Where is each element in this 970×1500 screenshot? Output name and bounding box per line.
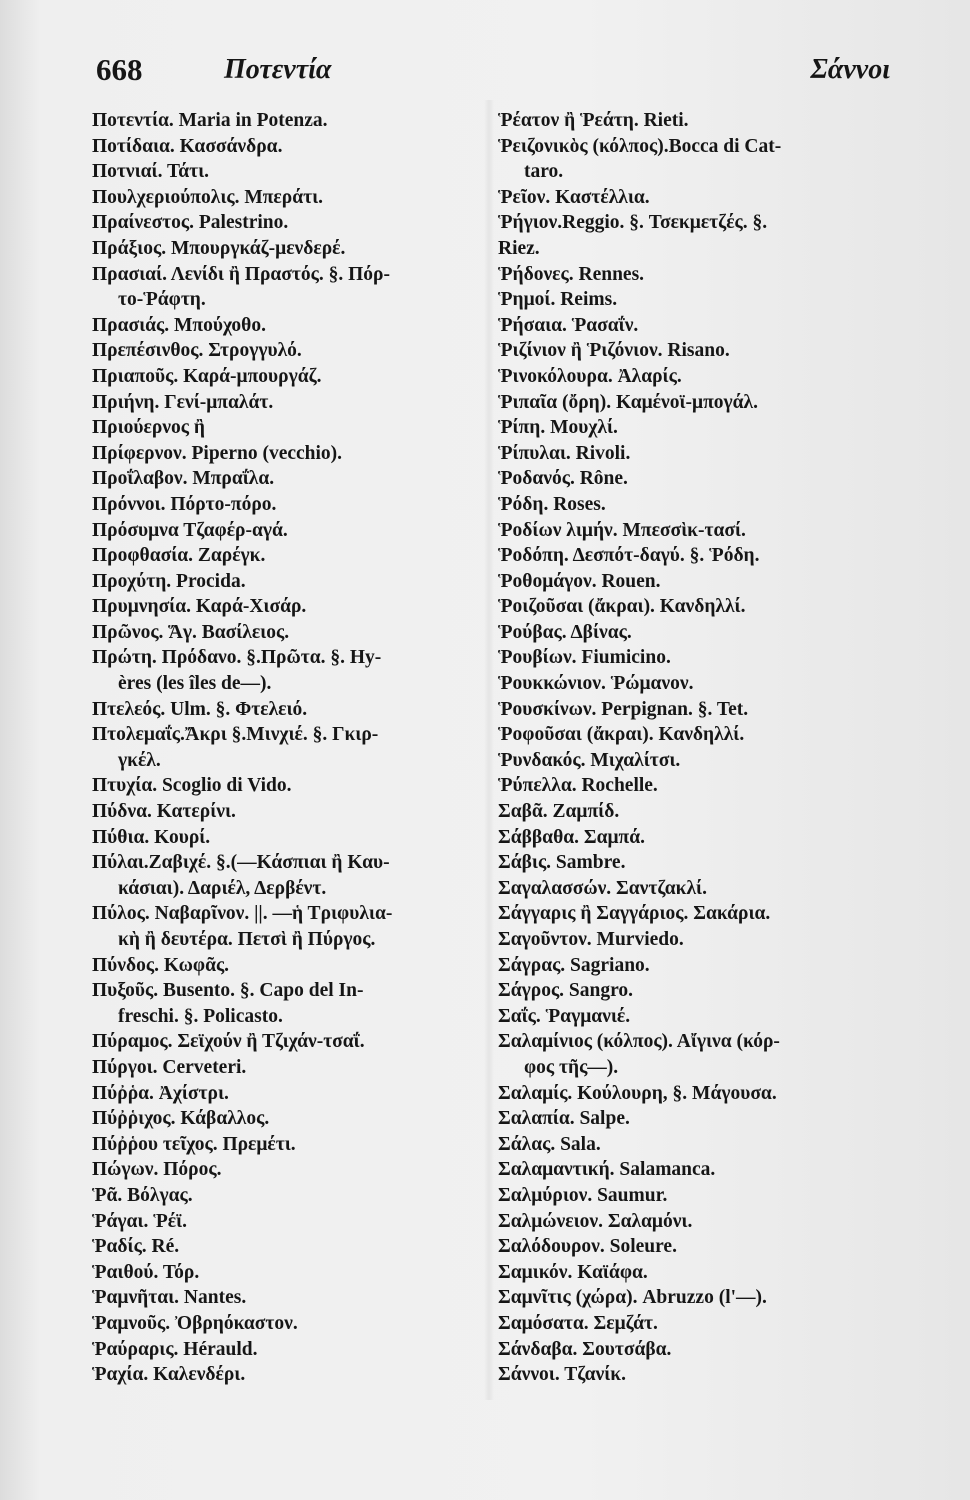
left-column [92,108,492,1388]
dictionary-entry-line: Πτολεμαΐς.Ἄκρι §.Μινχιέ. §. Γκιρ- [92,724,379,746]
dictionary-entry-line: Ῥουσκίνων. Perpignan. §. Tet. [498,698,749,720]
page-number: 668 [96,52,143,87]
dictionary-entry-line: Ῥοθομάγον. Rouen. [498,570,661,592]
dictionary-entry-line: Προΐλαβον. Μπραΐλα. [92,468,275,490]
dictionary-entry-line: Σαΐς. Ῥαγμανιέ. [498,1005,631,1027]
dictionary-entry-line: Ῥινοκόλουρα. Ἀλαρίς. [498,365,682,387]
dictionary-entry-line: taro. [524,161,564,183]
dictionary-entry-line: Ῥίπη. Μουχλί. [498,417,618,439]
dictionary-entry-line: Πράξιος. Μπουργκάζ-μενδερέ. [92,237,346,259]
dictionary-entry-line: Πρίφερνον. Piperno (vecchio). [92,442,343,464]
dictionary-entry-line: Πυξοῦς. Busento. §. Capo del In- [92,980,364,1002]
dictionary-entry-line: Πύραμος. Σεϊχούν ἢ Τζιχάν-τσαΐ. [92,1031,365,1053]
dictionary-entry-line: Ῥουβίων. Fiumicino. [498,647,671,669]
dictionary-entry-line: Πριαποῦς. Καρά-μπουργάζ. [92,365,322,387]
dictionary-entry-line: Ῥεῖον. Καστέλλια. [498,186,650,208]
dictionary-entry-line: Σαλαμίς. Κούλουρη, §. Μάγουσα. [498,1082,777,1104]
dictionary-entry-line: Ποτίδαια. Κασσάνδρα. [92,135,283,157]
dictionary-entry-line: Riez. [498,237,540,259]
dictionary-entry-line: Πριήνη. Γενί-μπαλάτ. [92,391,274,413]
dictionary-entry-line: Ῥοδόπη. Δεσπότ-δαγύ. §. Ῥόδη. [498,545,760,567]
dictionary-entry-line: Σαγαλασσών. Σαντζακλί. [498,877,707,899]
dictionary-entry-line: Ῥοφοῦσαι (ἄκραι). Κανδηλλί. [498,724,745,746]
dictionary-entry-line: Σάγγαρις ἢ Σαγγάριος. Σακάρια. [498,903,771,925]
right-running-head: Σάννοι [810,54,890,85]
dictionary-entry-line: Σάννοι. Τζανίκ. [498,1364,626,1386]
dictionary-entry-line: Σάββαθα. Σαμπά. [498,826,646,848]
dictionary-entry-line: Ῥιζίνιον ἢ Ῥιζόνιον. Risano. [498,340,730,362]
dictionary-entry-line: Ῥήδονες. Rennes. [498,263,645,285]
dictionary-entry-line: Πύδνα. Κατερίνι. [92,801,236,823]
dictionary-entry-line: Ῥοδανός. Rône. [498,468,628,490]
page-header [96,52,890,96]
dictionary-entry-line: Πύλος. Ναβαρῖνον. ||. —ἡ Τριφυλια- [92,903,393,925]
dictionary-entry-line: Ῥήγιον.Reggio. §. Τσεκμετζές. §. [498,212,768,234]
dictionary-entry-line: Ῥειζονικὸς (κόλπος).Bocca di Cat- [498,135,782,157]
dictionary-entry-line: Σαγοῦντον. Murviedo. [498,929,684,950]
dictionary-entry-line: φος τῆς—). [524,1056,619,1078]
dictionary-entry-line: Πουλχεριούπολις. Μπεράτι. [92,186,323,208]
dictionary-entry-line: Προχύτη. Procida. [92,570,246,592]
dictionary-entry-line: Προφθασία. Ζαρέγκ. [92,545,266,567]
dictionary-entry-line: Ῥυνδακός. Μιχαλίτσι. [498,749,681,771]
dictionary-entry-line: Σάγρας. Sagriano. [498,954,650,976]
dictionary-entry-line: Ῥαχία. Καλενδέρι. [92,1364,246,1386]
dictionary-entry-line: Σαμικόν. Καϊάφα. [498,1261,648,1283]
dictionary-entry-line: Σάνδαβα. Σουτσάβα. [498,1338,672,1360]
dictionary-entry-line: Ῥάγαι. Ῥέϊ. [92,1210,187,1232]
dictionary-entry-line: Πτελεός. Ulm. §. Φτελειό. [92,698,308,720]
dictionary-entry-line: Ῥᾶ. Βόλγας. [92,1184,193,1206]
dictionary-entry-line: Σαλόδουρον. Soleure. [498,1236,677,1258]
dictionary-entry-line: Ῥημοί. Reims. [498,289,618,311]
dictionary-entry-line: Πριούερνος ἢ [92,417,205,439]
dictionary-entry-line: Πώγων. Πόρος. [92,1159,222,1181]
dictionary-entry-line: Σαβᾶ. Ζαμπίδ. [498,801,620,823]
dictionary-entry-line: Πύργοι. Cerveteri. [92,1056,247,1078]
dictionary-entry-line: κάσιαι). Δαριέλ, Δερβέντ. [118,877,327,899]
dictionary-entry-line: Πρασιαί. Λενίδι ἢ Πραστός. §. Πόρ- [92,263,390,285]
dictionary-entry-line: κὴ ἢ δευτέρα. Πετσὶ ἢ Πύργος. [118,929,376,950]
dictionary-entry-line: freschi. §. Policasto. [118,1005,283,1027]
dictionary-entry-line: Πύλαι.Ζαβιχέ. §.(—Κάσπιαι ἢ Καυ- [92,852,390,874]
dictionary-entry-line: Σάγρος. Sangro. [498,980,634,1002]
dictionary-entry-line: Πύνδος. Κωφᾶς. [92,954,230,976]
dictionary-entry-line: Ῥαιθού. Τόρ. [92,1261,200,1283]
dictionary-entry-line: Πύῤῥιχος. Κάβαλλος. [92,1108,270,1130]
dictionary-entry-line: Σαλαμίνιος (κόλπος). Αἴγινα (κόρ- [498,1031,780,1053]
dictionary-entry-line: Ῥίπυλαι. Rivoli. [498,442,631,464]
dictionary-entry-line: Ποτνιαί. Τάτι. [92,161,210,183]
left-running-head: Ποτεντία [224,54,332,85]
dictionary-entry-line: Σάβις. Sambre. [498,852,626,874]
dictionary-entry-line: Πρυμνησία. Καρά-Χισάρ. [92,596,307,618]
dictionary-entry-line: Σαμόσατα. Σεμζάτ. [498,1312,658,1334]
dictionary-entry-line: Σάλας. Sala. [498,1133,601,1155]
dictionary-entry-line: ères (les îles de—). [118,673,272,695]
dictionary-entry-line: Πρώτη. Πρόδανο. §.Πρῶτα. §. Hy- [92,647,382,669]
right-column [498,108,896,1388]
dictionary-entry-line: Πρόσυμνα Τζαφέρ-αγά. [92,519,288,541]
dictionary-entry-line: Ῥοδίων λιμήν. Μπεσσὶκ-τασί. [498,519,746,541]
dictionary-entry-line: Ῥαύραρις. Hérauld. [92,1338,258,1360]
dictionary-entry-line: Πύῤῥα. Ἀχίστρι. [92,1082,229,1104]
dictionary-entry-line: Σαμνῖτις (χώρα). Abruzzo (l'—). [498,1287,767,1309]
dictionary-entry-line: Σαλμώνειον. Σαλαμόνι. [498,1210,693,1232]
dictionary-entry-line: Ῥήσαια. Ῥασαΐν. [498,314,639,336]
dictionary-entry-line: Πρῶνος. Ἅγ. Βασίλειος. [92,621,290,643]
dictionary-entry-line: Ῥαδίς. Ré. [92,1236,180,1258]
dictionary-entry-line: Πραίνεστος. Palestrino. [92,212,289,234]
dictionary-entry-line: Ῥοιζοῦσαι (ἄκραι). Κανδηλλί. [498,596,746,618]
dictionary-entry-line: Ῥαμνῆται. Nantes. [92,1287,247,1309]
dictionary-entry-line: Ῥέατον ἢ Ῥεάτη. Rieti. [498,110,689,131]
dictionary-entry-line: Ῥούβας. Δβίνας. [498,621,632,643]
dictionary-entry-line: Ποτεντία. Maria in Potenza. [92,110,328,131]
dictionary-entry-line: Πρόννοι. Πόρτο-πόρο. [92,493,277,515]
dictionary-entry-line: Σαλαπία. Salpe. [498,1108,630,1130]
dictionary-entry-line: γκέλ. [118,749,161,771]
dictionary-entry-line: Πρασιάς. Μπούχοθο. [92,314,266,336]
dictionary-entry-line: Πύῤῥου τεῖχος. Πρεμέτι. [92,1133,296,1155]
dictionary-entry-line: το-Ῥάφτη. [118,289,206,311]
dictionary-entry-line: Πρεπέσινθος. Στρογγυλό. [92,340,302,362]
dictionary-entry-line: Πύθια. Κουρί. [92,826,211,848]
dictionary-entry-line: Πτυχία. Scoglio di Vido. [92,775,292,797]
dictionary-entry-line: Σαλμύριον. Saumur. [498,1184,668,1206]
dictionary-entry-line: Ῥόδη. Roses. [498,493,606,515]
dictionary-entry-line: Ῥουκκώνιον. Ῥώμανον. [498,673,694,695]
dictionary-entry-line: Ῥιπαῖα (ὄρη). Καμένοϊ-μπογάλ. [498,391,758,413]
dictionary-entry-line: Ῥύπελλα. Rochelle. [498,775,658,797]
dictionary-entry-line: Σαλαμαντική. Salamanca. [498,1159,716,1181]
dictionary-entry-line: Ῥαμνοῦς. Ὀβρηόκαστον. [92,1312,298,1334]
